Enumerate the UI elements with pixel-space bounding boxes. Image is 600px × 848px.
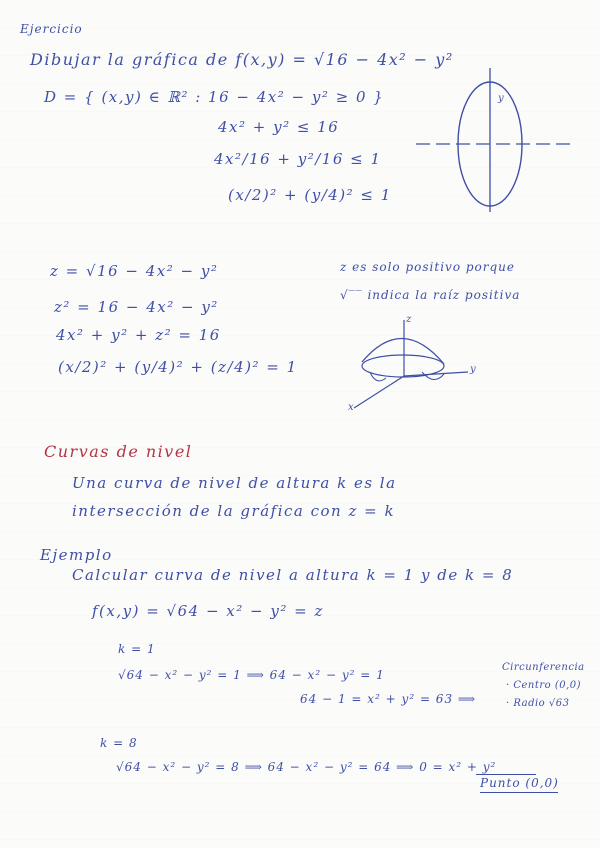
result-underline bbox=[480, 778, 558, 793]
surface-line-4: (x/2)² + (y/4)² + (z/4)² = 1 bbox=[58, 358, 298, 376]
positive-root-note-1: z es solo positivo porque bbox=[340, 260, 516, 274]
result-brace bbox=[476, 760, 536, 775]
axis-y-label: y bbox=[470, 364, 477, 375]
domain-ellipse-sketch bbox=[410, 62, 590, 222]
case1-line-1: √64 − x² − y² = 1 ⟹ 64 − x² − y² = 1 bbox=[118, 668, 385, 682]
domain-line-4: (x/2)² + (y/4)² ≤ 1 bbox=[228, 186, 392, 204]
case2-result: Punto (0,0) bbox=[480, 776, 559, 790]
example-function: f(x,y) = √64 − x² − y² = z bbox=[92, 602, 324, 620]
case1-note-2: · Centro (0,0) bbox=[506, 680, 582, 691]
sketch-y-label: y bbox=[498, 93, 505, 104]
axis-x-label: x bbox=[348, 402, 355, 413]
example-task: Calcular curva de nivel a altura k = 1 y de k = 8 bbox=[72, 566, 514, 584]
level-curve-definition-1: Una curva de nivel de altura k es la bbox=[72, 474, 397, 492]
level-curve-definition-2: intersección de la gráfica con z = k bbox=[72, 502, 396, 520]
axis-z-label: z bbox=[406, 314, 412, 325]
case1-label: k = 1 bbox=[118, 642, 156, 656]
example-heading: Ejemplo bbox=[40, 546, 113, 564]
case2-line-1: √64 − x² − y² = 8 ⟹ 64 − x² − y² = 64 ⟹ 0 = x² + y² bbox=[116, 760, 497, 774]
case1-note-3: · Radio √63 bbox=[506, 698, 570, 709]
exercise-task: Dibujar la gráfica de f(x,y) = √16 − 4x² − y² bbox=[30, 50, 454, 69]
domain-line-1: D = { (x,y) ∈ ℝ² : 16 − 4x² − y² ≥ 0 } bbox=[44, 88, 385, 106]
positive-root-note-2: √‾‾ indica la raíz positiva bbox=[340, 288, 521, 302]
domain-line-2: 4x² + y² ≤ 16 bbox=[218, 118, 340, 136]
case1-line-2: 64 − 1 = x² + y² = 63 ⟹ bbox=[300, 692, 477, 706]
domain-line-3: 4x²/16 + y²/16 ≤ 1 bbox=[214, 150, 382, 168]
surface-line-1: z = √16 − 4x² − y² bbox=[50, 262, 219, 280]
half-ellipsoid-sketch bbox=[340, 312, 490, 422]
case1-note-1: Circunferencia bbox=[502, 662, 585, 673]
surface-line-2: z² = 16 − 4x² − y² bbox=[54, 298, 219, 316]
level-curves-heading: Curvas de nivel bbox=[44, 442, 193, 461]
exercise-title: Ejercicio bbox=[20, 22, 83, 36]
surface-line-3: 4x² + y² + z² = 16 bbox=[56, 326, 221, 344]
case2-label: k = 8 bbox=[100, 736, 138, 750]
